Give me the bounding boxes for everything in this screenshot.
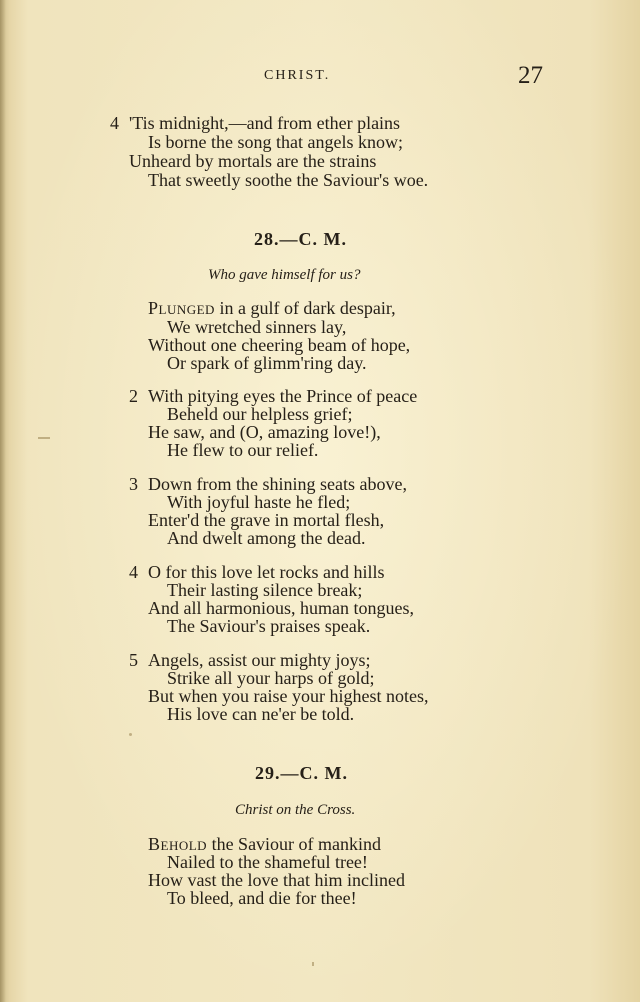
verse-line: O for this love let rocks and hills bbox=[148, 562, 385, 582]
verse-line: Unheard by mortals are the strains bbox=[129, 151, 377, 171]
verse-opening-word: Behold bbox=[148, 834, 208, 854]
verse-opening-word: Plunged bbox=[148, 298, 215, 318]
verse-line: Enter'd the grave in mortal flesh, bbox=[148, 510, 385, 530]
verse-line: That sweetly soothe the Saviour's woe. bbox=[148, 170, 429, 190]
verse-line: Beheld our helpless grief; bbox=[167, 404, 353, 424]
verse-number: 5 bbox=[129, 650, 138, 670]
page-number: 27 bbox=[518, 62, 543, 89]
verse-line: With joyful haste he fled; bbox=[167, 492, 351, 512]
verse-line: 'Tis midnight,—and from ether plains bbox=[129, 113, 401, 133]
verse-line: Nailed to the shameful tree! bbox=[167, 852, 368, 872]
verse-line: Strike all your harps of gold; bbox=[167, 668, 375, 688]
paper-speck bbox=[129, 733, 132, 736]
paper-speck bbox=[312, 962, 314, 966]
verse-line: With pitying eyes the Prince of peace bbox=[148, 386, 418, 406]
verse-number: 4 bbox=[110, 113, 119, 133]
verse-line: His love can ne'er be told. bbox=[167, 704, 355, 724]
verse-line: Or spark of glimm'ring day. bbox=[167, 353, 367, 373]
verse-line: And all harmonious, human tongues, bbox=[148, 598, 414, 618]
verse-line: And dwelt among the dead. bbox=[167, 528, 366, 548]
verse-number: 4 bbox=[129, 562, 138, 582]
verse-line: Is borne the song that angels know; bbox=[148, 132, 403, 152]
verse-line: Angels, assist our mighty joys; bbox=[148, 650, 371, 670]
hymn-subtitle: Who gave himself for us? bbox=[208, 267, 361, 283]
hymn-heading: 28.—C. M. bbox=[254, 229, 347, 249]
verse-line: Down from the shining seats above, bbox=[148, 474, 407, 494]
verse-line bbox=[148, 834, 381, 854]
verse-line: To bleed, and die for thee! bbox=[167, 888, 357, 908]
running-title: CHRIST. bbox=[264, 68, 331, 83]
verse-line: He flew to our relief. bbox=[167, 440, 319, 460]
verse-line bbox=[148, 298, 396, 318]
verse-line: He saw, and (O, amazing love!), bbox=[148, 422, 381, 442]
verse-line: But when you raise your highest notes, bbox=[148, 686, 429, 706]
verse-line: We wretched sinners lay, bbox=[167, 317, 347, 337]
paper-speck bbox=[38, 437, 50, 439]
verse-line-rest: in a gulf of dark despair, bbox=[219, 298, 396, 318]
hymn-heading: 29.—C. M. bbox=[255, 763, 348, 783]
page-gutter-shadow bbox=[0, 0, 6, 1002]
verse-number: 2 bbox=[129, 386, 138, 406]
hymn-subtitle: Christ on the Cross. bbox=[235, 802, 356, 818]
verse-line-rest: the Saviour of mankind bbox=[211, 834, 382, 854]
verse-line: How vast the love that him inclined bbox=[148, 870, 405, 890]
verse-line: Their lasting silence break; bbox=[167, 580, 363, 600]
verse-line: Without one cheering beam of hope, bbox=[148, 335, 411, 355]
verse-line: The Saviour's praises speak. bbox=[167, 616, 371, 636]
verse-number: 3 bbox=[129, 474, 138, 494]
